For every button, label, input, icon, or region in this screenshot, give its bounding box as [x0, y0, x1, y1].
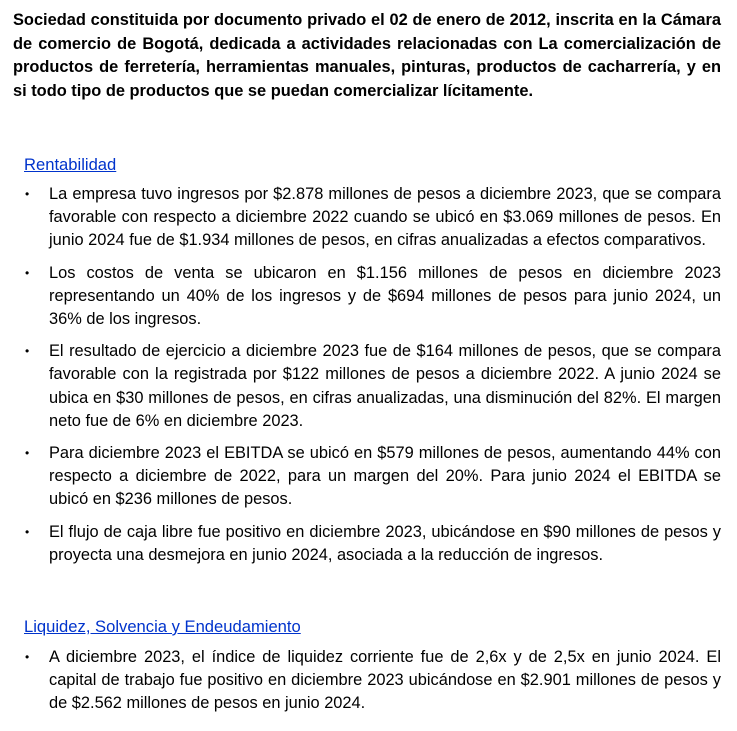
bullet-icon: •: [25, 650, 30, 664]
list-item: [0, 340, 737, 433]
list-item-text: La empresa tuvo ingresos por $2.878 millones de pesos a diciembre 2023, que se compara favorable con respecto a diciembre 2022 cuando se ubicó en $3.069 millones de pesos. En junio 2024 fue de $1.934 millones de pesos, en cifras anualizadas a efectos comparativos.: [49, 185, 721, 250]
rentabilidad-list: [0, 183, 737, 576]
list-item-text: A diciembre 2023, el índice de liquidez corriente fue de 2,6x y de 2,5x en junio 2024. El capital de trabajo fue positivo en diciembre 2023 ubicándose en $2.901 millones de pesos y de $2.562 millones de pesos en junio 2024.: [49, 648, 721, 713]
list-item: [0, 442, 737, 512]
bullet-icon: •: [25, 446, 30, 461]
intro-paragraph: Sociedad constituida por documento privado el 02 de enero de 2012, inscrita en la Cámara de comercio de Bogotá, dedicada a actividades relacionadas con La comercialización de productos de ferretería, herramientas manuales, pinturas, productos de cacharrería, y en si todo tipo de productos que se puedan comercializar lícitamente.: [13, 11, 721, 100]
bullet-icon: •: [25, 344, 30, 359]
list-item-text: Para diciembre 2023 el EBITDA se ubicó en $579 millones de pesos, aumentando 44% con respecto a diciembre de 2022, para un margen del 20%. Para junio 2024 el EBITDA se ubicó en $236 millones de pesos.: [49, 444, 721, 509]
liquidez-list: [0, 646, 737, 725]
list-item: [0, 521, 737, 567]
bullet-icon: •: [25, 265, 30, 280]
bullet-icon: •: [25, 187, 30, 201]
section-heading-liquidez[interactable]: Liquidez, Solvencia y Endeudamiento: [24, 617, 301, 636]
list-item-text: El resultado de ejercicio a diciembre 2023 fue de $164 millones de pesos, que se compara favorable con la registrada por $122 millones de pesos a diciembre 2022. A junio 2024 se ubica en $30 millones de pesos, en cifras anualizadas, una disminución del 82%. El margen neto fue de 6% en diciembre 2023.: [49, 342, 721, 430]
list-item: [0, 646, 737, 716]
list-item-text: El flujo de caja libre fue positivo en diciembre 2023, ubicándose en $90 millones de pesos y proyecta una desmejora en junio 2024, asociada a la reducción de ingresos.: [49, 522, 721, 564]
list-item-text: Los costos de venta se ubicaron en $1.156 millones de pesos en diciembre 2023 representando un 40% de los ingresos y de $694 millones de pesos para junio 2024, un 36% de los ingresos.: [49, 263, 721, 329]
bullet-icon: •: [25, 524, 30, 539]
list-item: [0, 262, 737, 332]
list-item: [0, 183, 737, 253]
section-heading-rentabilidad[interactable]: Rentabilidad: [24, 155, 117, 174]
